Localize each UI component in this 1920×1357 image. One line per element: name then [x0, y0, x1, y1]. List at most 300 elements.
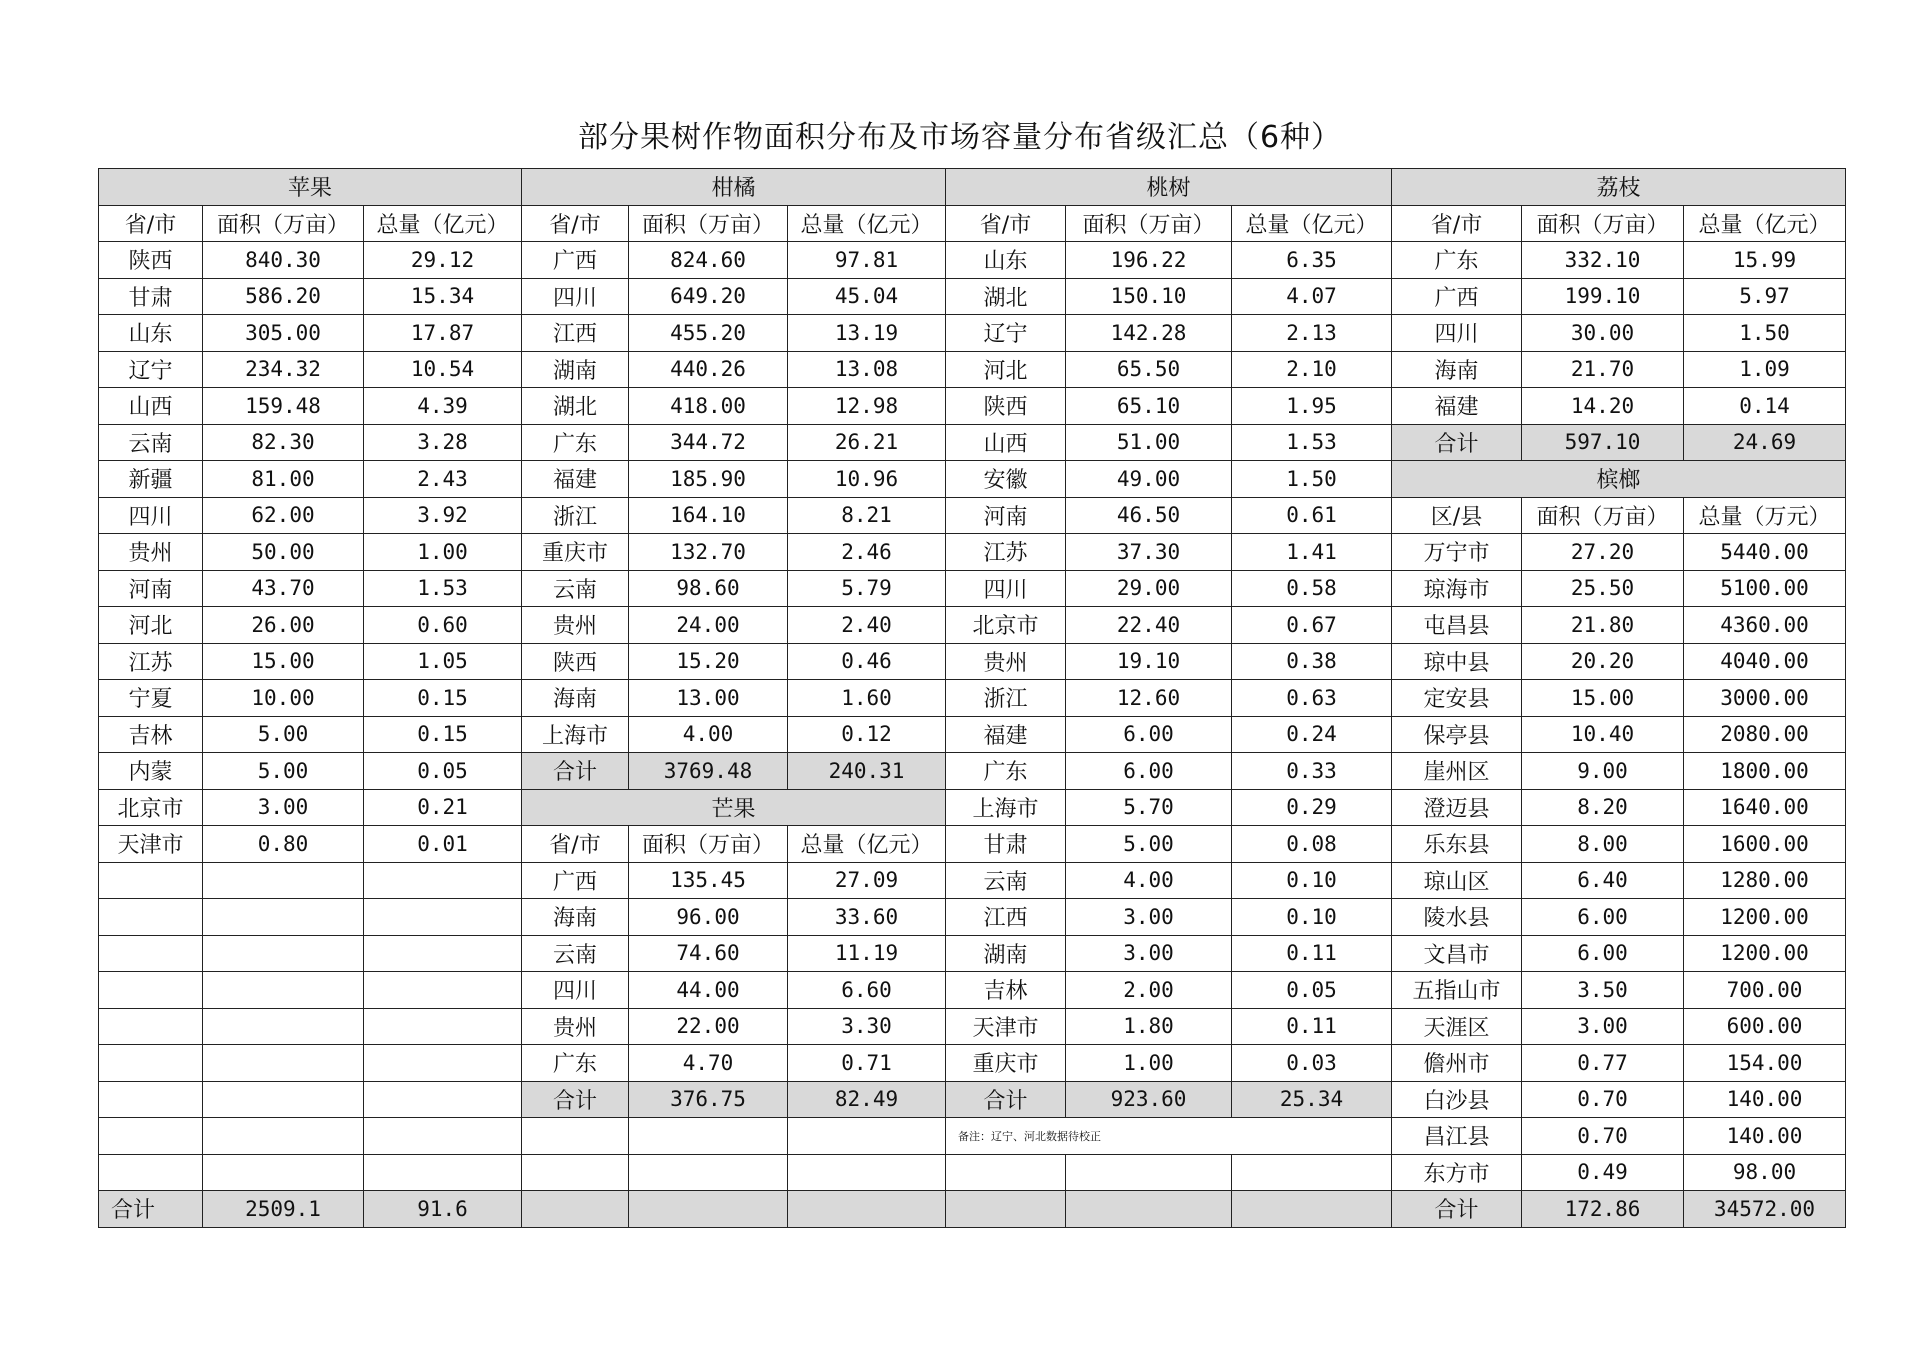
apple-total-cell: 4.39 — [364, 388, 522, 425]
citrus-total-cell: 1.60 — [788, 680, 946, 717]
peach-total-cell: 0.10 — [1232, 899, 1392, 936]
apple-region-cell: 吉林 — [99, 716, 203, 753]
apple-area-cell: 305.00 — [203, 315, 364, 352]
areca-total-cell: 140.00 — [1684, 1118, 1846, 1155]
peach-region-cell: 福建 — [946, 716, 1066, 753]
apple-area-cell: 26.00 — [203, 607, 364, 644]
areca-total-cell: 5100.00 — [1684, 570, 1846, 607]
areca-total-label: 合计 — [1392, 1191, 1522, 1228]
apple-region-cell: 山东 — [99, 315, 203, 352]
citrus-region-cell: 广东 — [522, 424, 629, 461]
mango-total-label: 合计 — [522, 1081, 629, 1118]
citrus-empty-cell — [629, 1118, 788, 1155]
areca-header: 槟榔 — [1392, 461, 1846, 498]
areca-total-cell: 1640.00 — [1684, 789, 1846, 826]
areca-area-cell: 6.00 — [1522, 899, 1684, 936]
apple-total-cell: 3.28 — [364, 424, 522, 461]
citrus-total-cell: 97.81 — [788, 242, 946, 279]
apple-area-cell: 5.00 — [203, 716, 364, 753]
lychee-region-cell: 福建 — [1392, 388, 1522, 425]
peach-region-cell: 贵州 — [946, 643, 1066, 680]
areca-col-header: 面积（万亩） — [1522, 497, 1684, 534]
apple-col-header: 省/市 — [99, 205, 203, 242]
table-row — [99, 315, 1846, 352]
mango-area-cell: 135.45 — [629, 862, 788, 899]
table-row — [99, 643, 1846, 680]
peach-total-label: 合计 — [946, 1081, 1066, 1118]
citrus-region-cell: 四川 — [522, 278, 629, 315]
citrus-area-cell: 132.70 — [629, 534, 788, 571]
apple-empty-cell — [99, 1118, 203, 1155]
peach-area-cell: 3.00 — [1066, 899, 1232, 936]
peach-total-cell: 1.50 — [1232, 461, 1392, 498]
lychee-col-header: 面积（万亩） — [1522, 205, 1684, 242]
areca-region-cell: 琼中县 — [1392, 643, 1522, 680]
peach-total-cell: 0.05 — [1232, 972, 1392, 1009]
lychee-total-cell: 1.09 — [1684, 351, 1846, 388]
peach-region-cell: 辽宁 — [946, 315, 1066, 352]
areca-area-cell: 0.70 — [1522, 1118, 1684, 1155]
apple-region-cell: 甘肃 — [99, 278, 203, 315]
citrus-area-cell: 185.90 — [629, 461, 788, 498]
peach-region-cell: 甘肃 — [946, 826, 1066, 863]
mango-total-area: 376.75 — [629, 1081, 788, 1118]
table-row — [99, 1081, 1846, 1118]
areca-total-cell: 1200.00 — [1684, 899, 1846, 936]
apple-area-cell: 0.80 — [203, 826, 364, 863]
peach-area-cell: 22.40 — [1066, 607, 1232, 644]
areca-total-cell: 1600.00 — [1684, 826, 1846, 863]
apple-total-cell: 1.05 — [364, 643, 522, 680]
apple-area-cell: 10.00 — [203, 680, 364, 717]
areca-region-cell: 澄迈县 — [1392, 789, 1522, 826]
citrus-area-cell: 824.60 — [629, 242, 788, 279]
table-row — [99, 607, 1846, 644]
peach-region-cell: 山东 — [946, 242, 1066, 279]
peach-empty-cell — [946, 1191, 1066, 1228]
peach-total-cell: 1.53 — [1232, 424, 1392, 461]
areca-area-cell: 10.40 — [1522, 716, 1684, 753]
apple-empty-cell — [203, 935, 364, 972]
peach-area-cell: 1.00 — [1066, 1045, 1232, 1082]
areca-col-header: 区/县 — [1392, 497, 1522, 534]
apple-empty-cell — [364, 972, 522, 1009]
peach-region-cell: 吉林 — [946, 972, 1066, 1009]
peach-region-cell: 北京市 — [946, 607, 1066, 644]
apple-col-header: 总量（亿元） — [364, 205, 522, 242]
lychee-area-cell: 332.10 — [1522, 242, 1684, 279]
areca-region-cell: 崖州区 — [1392, 753, 1522, 790]
apple-region-cell: 江苏 — [99, 643, 203, 680]
apple-area-cell: 15.00 — [203, 643, 364, 680]
citrus-empty-cell — [788, 1118, 946, 1155]
apple-area-cell: 3.00 — [203, 789, 364, 826]
areca-area-cell: 21.80 — [1522, 607, 1684, 644]
peach-total-cell: 1.95 — [1232, 388, 1392, 425]
lychee-area-cell: 30.00 — [1522, 315, 1684, 352]
peach-total-cell: 0.24 — [1232, 716, 1392, 753]
citrus-header: 柑橘 — [522, 169, 946, 206]
citrus-total-cell: 0.12 — [788, 716, 946, 753]
peach-total-cell: 0.11 — [1232, 935, 1392, 972]
apple-area-cell: 43.70 — [203, 570, 364, 607]
lychee-area-cell: 14.20 — [1522, 388, 1684, 425]
areca-area-cell: 3.00 — [1522, 1008, 1684, 1045]
table-row — [99, 1154, 1846, 1191]
peach-total-value: 25.34 — [1232, 1081, 1392, 1118]
apple-region-cell: 天津市 — [99, 826, 203, 863]
areca-region-cell: 万宁市 — [1392, 534, 1522, 571]
peach-area-cell: 1.80 — [1066, 1008, 1232, 1045]
citrus-area-cell: 344.72 — [629, 424, 788, 461]
citrus-region-cell: 湖北 — [522, 388, 629, 425]
areca-region-cell: 东方市 — [1392, 1154, 1522, 1191]
mango-header: 芒果 — [522, 789, 946, 826]
peach-area-cell: 3.00 — [1066, 935, 1232, 972]
peach-region-cell: 天津市 — [946, 1008, 1066, 1045]
citrus-empty-cell — [629, 1191, 788, 1228]
mango-col-header: 面积（万亩） — [629, 826, 788, 863]
apple-empty-cell — [99, 899, 203, 936]
peach-total-cell: 0.67 — [1232, 607, 1392, 644]
peach-col-header: 省/市 — [946, 205, 1066, 242]
areca-area-cell: 3.50 — [1522, 972, 1684, 1009]
areca-region-cell: 陵水县 — [1392, 899, 1522, 936]
citrus-area-cell: 649.20 — [629, 278, 788, 315]
apple-empty-cell — [99, 862, 203, 899]
page-title: 部分果树作物面积分布及市场容量分布省级汇总（6种） — [577, 120, 1343, 155]
apple-region-cell: 河北 — [99, 607, 203, 644]
apple-empty-cell — [203, 1008, 364, 1045]
table-row — [99, 753, 1846, 790]
apple-empty-cell — [364, 935, 522, 972]
areca-total-cell: 700.00 — [1684, 972, 1846, 1009]
citrus-region-cell: 海南 — [522, 680, 629, 717]
peach-total-cell: 0.11 — [1232, 1008, 1392, 1045]
citrus-total-cell: 8.21 — [788, 497, 946, 534]
lychee-total-cell: 15.99 — [1684, 242, 1846, 279]
apple-region-cell: 云南 — [99, 424, 203, 461]
lychee-col-header: 省/市 — [1392, 205, 1522, 242]
table-row — [99, 789, 1846, 826]
citrus-region-cell: 重庆市 — [522, 534, 629, 571]
table-row — [99, 205, 1846, 242]
peach-region-cell: 四川 — [946, 570, 1066, 607]
peach-region-cell: 湖南 — [946, 935, 1066, 972]
mango-total-cell: 27.09 — [788, 862, 946, 899]
apple-total-label: 合计 — [99, 1191, 203, 1228]
apple-total-cell: 2.43 — [364, 461, 522, 498]
table-row — [99, 278, 1846, 315]
apple-area-cell: 62.00 — [203, 497, 364, 534]
citrus-empty-cell — [788, 1191, 946, 1228]
table-row — [99, 424, 1846, 461]
table-row — [99, 716, 1846, 753]
areca-region-cell: 文昌市 — [1392, 935, 1522, 972]
apple-empty-cell — [99, 1008, 203, 1045]
apple-empty-cell — [203, 972, 364, 1009]
mango-total-cell: 11.19 — [788, 935, 946, 972]
peach-area-cell: 6.00 — [1066, 716, 1232, 753]
peach-empty-cell — [1066, 1191, 1232, 1228]
apple-region-cell: 贵州 — [99, 534, 203, 571]
peach-region-cell: 湖北 — [946, 278, 1066, 315]
areca-col-header: 总量（万元） — [1684, 497, 1846, 534]
citrus-total-cell: 2.46 — [788, 534, 946, 571]
areca-area-cell: 8.20 — [1522, 789, 1684, 826]
citrus-region-cell: 上海市 — [522, 716, 629, 753]
areca-region-cell: 琼海市 — [1392, 570, 1522, 607]
peach-total-area: 923.60 — [1066, 1081, 1232, 1118]
areca-area-cell: 8.00 — [1522, 826, 1684, 863]
citrus-total-cell: 10.96 — [788, 461, 946, 498]
lychee-area-cell: 199.10 — [1522, 278, 1684, 315]
peach-region-cell: 河南 — [946, 497, 1066, 534]
areca-total-cell: 154.00 — [1684, 1045, 1846, 1082]
mango-region-cell: 四川 — [522, 972, 629, 1009]
table-row — [99, 534, 1846, 571]
citrus-empty-cell — [629, 1154, 788, 1191]
table-row — [99, 351, 1846, 388]
citrus-col-header: 面积（万亩） — [629, 205, 788, 242]
peach-region-cell: 安徽 — [946, 461, 1066, 498]
peach-region-cell: 浙江 — [946, 680, 1066, 717]
table-row — [99, 461, 1846, 498]
lychee-region-cell: 四川 — [1392, 315, 1522, 352]
peach-total-cell: 4.07 — [1232, 278, 1392, 315]
apple-region-cell: 辽宁 — [99, 351, 203, 388]
lychee-region-cell: 海南 — [1392, 351, 1522, 388]
citrus-total-cell: 45.04 — [788, 278, 946, 315]
peach-area-cell: 51.00 — [1066, 424, 1232, 461]
table-row — [99, 242, 1846, 279]
apple-region-cell: 四川 — [99, 497, 203, 534]
apple-total-cell: 0.15 — [364, 716, 522, 753]
areca-total-cell: 1280.00 — [1684, 862, 1846, 899]
areca-area-cell: 0.49 — [1522, 1154, 1684, 1191]
table-row — [99, 1008, 1846, 1045]
apple-total-cell: 0.15 — [364, 680, 522, 717]
citrus-total-value: 240.31 — [788, 753, 946, 790]
apple-total-cell: 0.21 — [364, 789, 522, 826]
apple-area-cell: 586.20 — [203, 278, 364, 315]
mango-region-cell: 贵州 — [522, 1008, 629, 1045]
peach-area-cell: 142.28 — [1066, 315, 1232, 352]
areca-area-cell: 20.20 — [1522, 643, 1684, 680]
mango-region-cell: 云南 — [522, 935, 629, 972]
apple-region-cell: 山西 — [99, 388, 203, 425]
apple-empty-cell — [203, 1081, 364, 1118]
apple-total-cell: 10.54 — [364, 351, 522, 388]
citrus-total-cell: 0.46 — [788, 643, 946, 680]
mango-area-cell: 4.70 — [629, 1045, 788, 1082]
citrus-empty-cell — [522, 1154, 629, 1191]
apple-empty-cell — [203, 899, 364, 936]
apple-empty-cell — [364, 1008, 522, 1045]
peach-region-cell: 广东 — [946, 753, 1066, 790]
peach-total-cell: 6.35 — [1232, 242, 1392, 279]
areca-total-cell: 3000.00 — [1684, 680, 1846, 717]
apple-header: 苹果 — [99, 169, 522, 206]
areca-total-cell: 5440.00 — [1684, 534, 1846, 571]
peach-area-cell: 49.00 — [1066, 461, 1232, 498]
peach-empty-cell — [946, 1154, 1066, 1191]
areca-area-cell: 0.77 — [1522, 1045, 1684, 1082]
apple-empty-cell — [203, 1118, 364, 1155]
peach-total-cell: 2.13 — [1232, 315, 1392, 352]
citrus-total-area: 3769.48 — [629, 753, 788, 790]
areca-region-cell: 保亭县 — [1392, 716, 1522, 753]
peach-total-cell: 0.63 — [1232, 680, 1392, 717]
areca-region-cell: 乐东县 — [1392, 826, 1522, 863]
peach-total-cell: 1.41 — [1232, 534, 1392, 571]
apple-empty-cell — [364, 862, 522, 899]
areca-total-cell: 1800.00 — [1684, 753, 1846, 790]
mango-area-cell: 96.00 — [629, 899, 788, 936]
lychee-total-cell: 5.97 — [1684, 278, 1846, 315]
areca-region-cell: 定安县 — [1392, 680, 1522, 717]
apple-empty-cell — [364, 1081, 522, 1118]
apple-total-area: 2509.1 — [203, 1191, 364, 1228]
lychee-total-label: 合计 — [1392, 424, 1522, 461]
citrus-region-cell: 广西 — [522, 242, 629, 279]
citrus-total-cell: 13.08 — [788, 351, 946, 388]
areca-region-cell: 天涯区 — [1392, 1008, 1522, 1045]
mango-region-cell: 广西 — [522, 862, 629, 899]
citrus-empty-cell — [788, 1154, 946, 1191]
citrus-total-cell: 2.40 — [788, 607, 946, 644]
table-row — [99, 388, 1846, 425]
areca-area-cell: 6.00 — [1522, 935, 1684, 972]
citrus-empty-cell — [522, 1191, 629, 1228]
areca-area-cell: 15.00 — [1522, 680, 1684, 717]
mango-region-cell: 广东 — [522, 1045, 629, 1082]
citrus-total-cell: 12.98 — [788, 388, 946, 425]
table-row — [99, 1191, 1846, 1228]
peach-area-cell: 6.00 — [1066, 753, 1232, 790]
areca-total-cell: 98.00 — [1684, 1154, 1846, 1191]
peach-empty-cell — [1066, 1154, 1232, 1191]
peach-empty-cell — [1232, 1191, 1392, 1228]
areca-region-cell: 五指山市 — [1392, 972, 1522, 1009]
areca-region-cell: 白沙县 — [1392, 1081, 1522, 1118]
apple-empty-cell — [364, 1118, 522, 1155]
apple-total-cell: 0.60 — [364, 607, 522, 644]
peach-col-header: 总量（亿元） — [1232, 205, 1392, 242]
peach-region-cell: 重庆市 — [946, 1045, 1066, 1082]
lychee-total-value: 24.69 — [1684, 424, 1846, 461]
lychee-total-cell: 1.50 — [1684, 315, 1846, 352]
mango-total-value: 82.49 — [788, 1081, 946, 1118]
peach-area-cell: 46.50 — [1066, 497, 1232, 534]
citrus-region-cell: 江西 — [522, 315, 629, 352]
citrus-total-cell: 5.79 — [788, 570, 946, 607]
apple-empty-cell — [203, 1045, 364, 1082]
apple-region-cell: 内蒙 — [99, 753, 203, 790]
table-row — [99, 1045, 1846, 1082]
areca-total-cell: 4360.00 — [1684, 607, 1846, 644]
citrus-region-cell: 福建 — [522, 461, 629, 498]
lychee-region-cell: 广西 — [1392, 278, 1522, 315]
peach-note: 备注：辽宁、河北数据待校正 — [946, 1118, 1392, 1155]
peach-area-cell: 5.70 — [1066, 789, 1232, 826]
apple-area-cell: 840.30 — [203, 242, 364, 279]
apple-empty-cell — [203, 1154, 364, 1191]
citrus-region-cell: 湖南 — [522, 351, 629, 388]
peach-total-cell: 0.61 — [1232, 497, 1392, 534]
apple-area-cell: 159.48 — [203, 388, 364, 425]
peach-area-cell: 150.10 — [1066, 278, 1232, 315]
peach-region-cell: 上海市 — [946, 789, 1066, 826]
peach-total-cell: 0.58 — [1232, 570, 1392, 607]
apple-empty-cell — [99, 1081, 203, 1118]
areca-total-value: 34572.00 — [1684, 1191, 1846, 1228]
apple-region-cell: 新疆 — [99, 461, 203, 498]
mango-area-cell: 22.00 — [629, 1008, 788, 1045]
mango-area-cell: 44.00 — [629, 972, 788, 1009]
peach-area-cell: 37.30 — [1066, 534, 1232, 571]
apple-total-cell: 29.12 — [364, 242, 522, 279]
table-row — [99, 169, 1846, 206]
peach-total-cell: 0.29 — [1232, 789, 1392, 826]
apple-empty-cell — [99, 972, 203, 1009]
peach-area-cell: 5.00 — [1066, 826, 1232, 863]
areca-region-cell: 琼山区 — [1392, 862, 1522, 899]
peach-region-cell: 山西 — [946, 424, 1066, 461]
mango-col-header: 总量（亿元） — [788, 826, 946, 863]
peach-total-cell: 0.08 — [1232, 826, 1392, 863]
apple-area-cell: 5.00 — [203, 753, 364, 790]
peach-total-cell: 2.10 — [1232, 351, 1392, 388]
lychee-header: 荔枝 — [1392, 169, 1846, 206]
mango-region-cell: 海南 — [522, 899, 629, 936]
citrus-region-cell: 浙江 — [522, 497, 629, 534]
table-row — [99, 826, 1846, 863]
citrus-total-label: 合计 — [522, 753, 629, 790]
areca-total-cell: 2080.00 — [1684, 716, 1846, 753]
peach-area-cell: 65.50 — [1066, 351, 1232, 388]
citrus-region-cell: 贵州 — [522, 607, 629, 644]
peach-total-cell: 0.03 — [1232, 1045, 1392, 1082]
peach-total-cell: 0.33 — [1232, 753, 1392, 790]
areca-area-cell: 9.00 — [1522, 753, 1684, 790]
apple-empty-cell — [364, 1045, 522, 1082]
mango-col-header: 省/市 — [522, 826, 629, 863]
citrus-region-cell: 云南 — [522, 570, 629, 607]
peach-area-cell: 19.10 — [1066, 643, 1232, 680]
peach-region-cell: 陕西 — [946, 388, 1066, 425]
apple-total-cell: 17.87 — [364, 315, 522, 352]
areca-area-cell: 6.40 — [1522, 862, 1684, 899]
citrus-empty-cell — [522, 1118, 629, 1155]
lychee-total-cell: 0.14 — [1684, 388, 1846, 425]
peach-area-cell: 4.00 — [1066, 862, 1232, 899]
citrus-area-cell: 13.00 — [629, 680, 788, 717]
table-row — [99, 972, 1846, 1009]
areca-total-cell: 1200.00 — [1684, 935, 1846, 972]
mango-total-cell: 6.60 — [788, 972, 946, 1009]
areca-region-cell: 昌江县 — [1392, 1118, 1522, 1155]
peach-empty-cell — [1232, 1154, 1392, 1191]
apple-total-cell: 0.05 — [364, 753, 522, 790]
areca-area-cell: 27.20 — [1522, 534, 1684, 571]
areca-area-cell: 25.50 — [1522, 570, 1684, 607]
apple-empty-cell — [364, 899, 522, 936]
mango-total-cell: 3.30 — [788, 1008, 946, 1045]
apple-area-cell: 81.00 — [203, 461, 364, 498]
apple-region-cell: 陕西 — [99, 242, 203, 279]
peach-header: 桃树 — [946, 169, 1392, 206]
